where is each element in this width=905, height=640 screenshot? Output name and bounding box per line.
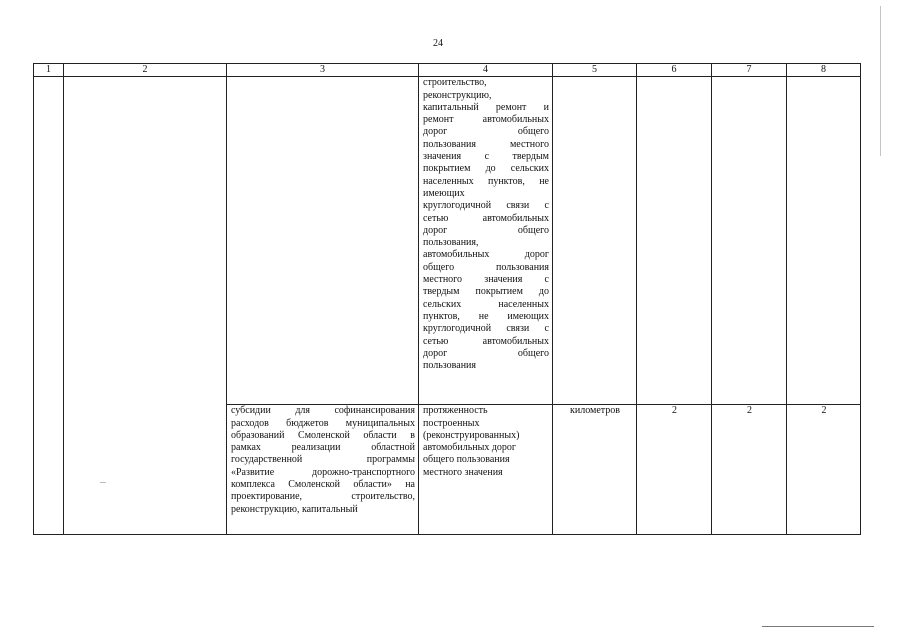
text-line: круглогодичной связи с [423, 200, 549, 212]
table-cell [712, 405, 787, 535]
text-line: построенных [423, 417, 480, 429]
text-line: покрытием до сельских [423, 163, 549, 175]
header-cell-2: 2 [64, 64, 227, 77]
header-cell-4: 4 [419, 64, 553, 77]
text-line: пользования местного [423, 138, 549, 150]
table-cell [712, 77, 787, 405]
text-line: образований Смоленской области в [231, 429, 415, 441]
text-line: капитальный ремонт и [423, 101, 549, 113]
text-line: комплекса Смоленской области» на [231, 479, 415, 491]
text-line: автомобильных дорог [423, 249, 549, 261]
text-line: общего пользования [423, 454, 510, 466]
text-line: местного значения с [423, 274, 549, 286]
text-line: сетью автомобильных [423, 335, 549, 347]
text-line: дорог общего [423, 224, 549, 236]
text-line: реконструкцию, [423, 89, 492, 101]
header-cell-3: 3 [227, 64, 419, 77]
cell-value-8: 2 [821, 405, 827, 417]
cell-text-subsidies [227, 405, 418, 516]
text-line: протяженность [423, 405, 488, 417]
text-line: пользования, [423, 237, 479, 249]
cell-value-6: 2 [672, 405, 677, 417]
table-cell [227, 405, 419, 535]
table-row [34, 77, 861, 405]
text-line: сетью автомобильных [423, 212, 549, 224]
table-cell [553, 77, 637, 405]
text-line: значения с твердым [423, 151, 549, 163]
header-cell-6: 6 [637, 64, 712, 77]
cell-text-indicator [419, 405, 552, 479]
text-line: населенных пунктов, не [423, 175, 549, 187]
table-cell [787, 77, 861, 405]
table-cell [419, 77, 553, 405]
text-line: дорог общего [423, 126, 549, 138]
text-line: рамках реализации областной [231, 442, 415, 454]
text-line: имеющих [423, 187, 465, 199]
text-line: местного значения [423, 466, 503, 478]
text-line: пользования [423, 360, 476, 372]
text-line: автомобильных дорог [423, 442, 517, 454]
cell-unit: километров [570, 405, 620, 417]
cell-value-7: 2 [747, 405, 752, 417]
text-line: круглогодичной связи с [423, 323, 549, 335]
table-cell [553, 405, 637, 535]
text-line: расходов бюджетов муниципальных [231, 417, 415, 429]
header-cell-1: 1 [34, 64, 64, 77]
text-line: государственной программы [231, 454, 415, 466]
text-line: сельских населенных [423, 298, 549, 310]
text-line: общего пользования [423, 261, 549, 273]
text-line: строительство, [423, 77, 487, 89]
table-cell [64, 77, 227, 535]
text-line: проектирование, строительство, [231, 491, 415, 503]
text-line: субсидии для софинансирования [231, 405, 415, 417]
text-line: ремонт автомобильных [423, 114, 549, 126]
table-cell [227, 77, 419, 405]
text-line: твердым покрытием до [423, 286, 549, 298]
scan-margin-line [880, 6, 881, 156]
bottom-rule [762, 626, 874, 627]
text-line: пунктов, не имеющих [423, 310, 549, 322]
page-number: 24 [433, 38, 443, 49]
header-cell-5: 5 [553, 64, 637, 77]
header-cell-8: 8 [787, 64, 861, 77]
table-cell [637, 405, 712, 535]
text-line: (реконструированных) [423, 429, 520, 441]
table-cell [419, 405, 553, 535]
table-cell [787, 405, 861, 535]
header-row [34, 64, 861, 77]
table-cell [637, 77, 712, 405]
document-table [33, 63, 861, 535]
cell-text-construction [419, 77, 552, 372]
text-line: реконструкцию, капитальный [231, 503, 358, 515]
table-cell [34, 77, 64, 535]
header-cell-7: 7 [712, 64, 787, 77]
text-line: дорог общего [423, 347, 549, 359]
text-line: «Развитие дорожно-транспортного [231, 466, 415, 478]
